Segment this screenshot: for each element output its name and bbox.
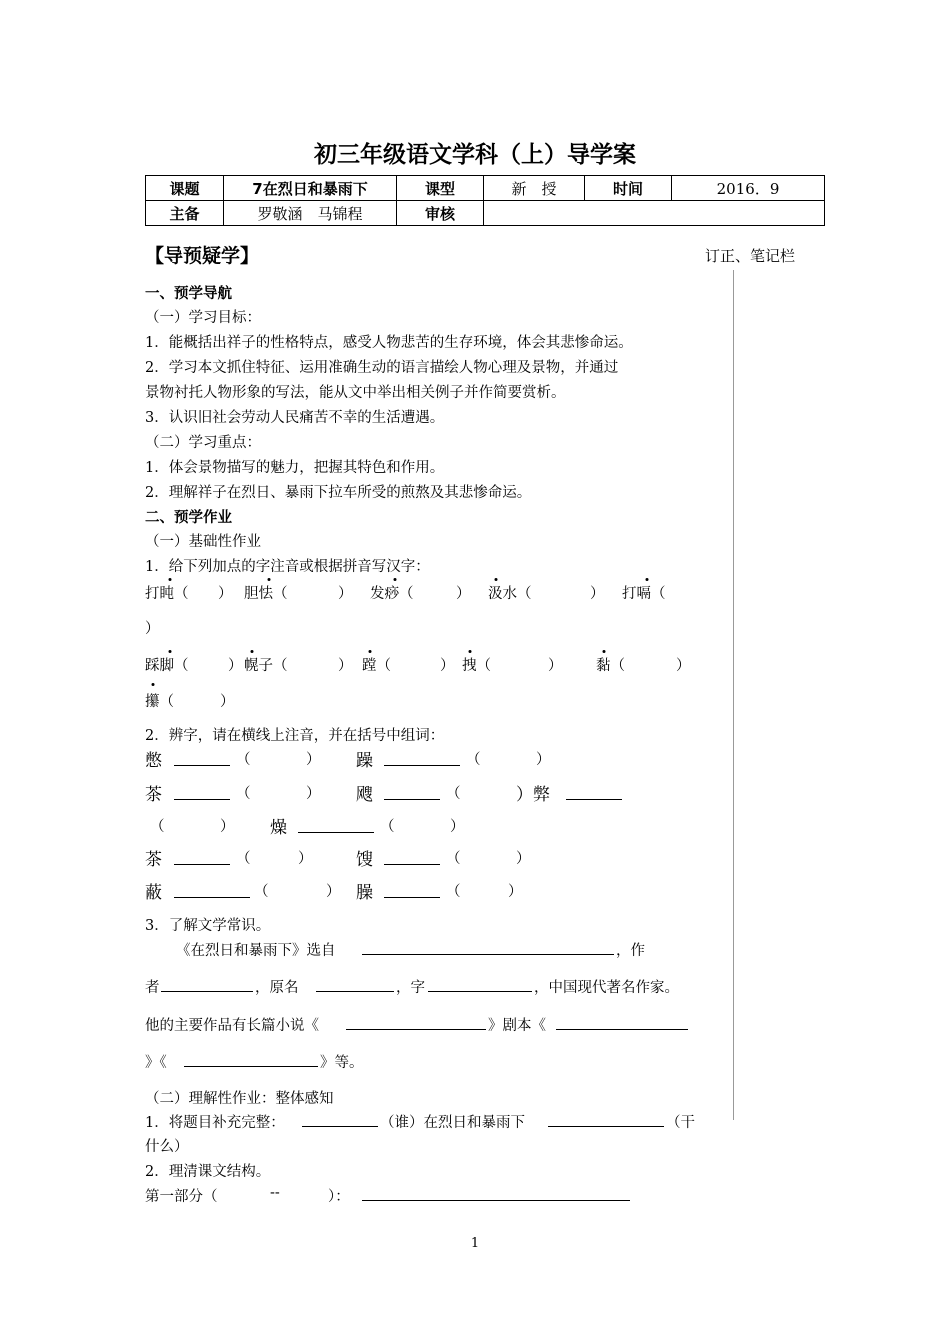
pinyin-item: 攥（ — [145, 694, 174, 710]
label-time: 时间 — [585, 176, 672, 201]
bianzi-char: 躁 — [356, 751, 373, 771]
paren-close: ） — [326, 884, 341, 900]
paren-open: （ — [236, 786, 251, 802]
pinyin-item: 拽（ — [462, 658, 491, 674]
sub-heading-basic: （一）基础性作业 — [145, 534, 261, 550]
document-title: 初三年级语文学科（上）导学案 — [314, 142, 636, 168]
bianzi-char: 馊 — [356, 850, 373, 870]
question-1: 1．给下列加点的字注音或根据拼音写汉字： — [145, 559, 430, 575]
paren-open: （ — [446, 786, 461, 802]
lit-text: 他的主要作品有长篇小说《 — [145, 1018, 319, 1034]
lit-text: 》剧本《 — [488, 1018, 546, 1034]
bianzi-char: 飕 — [356, 785, 373, 805]
pinyin-item: 黏（ — [596, 658, 625, 674]
answer-blank[interactable] — [174, 751, 230, 766]
answer-blank[interactable] — [184, 1052, 318, 1067]
lit-text: ，中国现代著名作家。 — [534, 980, 679, 996]
heading-1: 一、预学导航 — [145, 286, 232, 302]
pinyin-close: ） — [440, 658, 455, 674]
bianzi-char: 茶 — [145, 785, 162, 805]
bianzi-char: 憋 — [145, 751, 162, 771]
paren-close: ） — [220, 819, 235, 835]
pinyin-close: ） — [228, 658, 243, 674]
paren-open: （ — [254, 884, 269, 900]
value-review — [484, 201, 825, 226]
pinyin-item: 发痧（ — [370, 586, 414, 602]
bianzi-char: 燥 — [270, 818, 287, 838]
paren-close: ） — [298, 851, 313, 867]
info-table — [145, 175, 825, 226]
answer-blank[interactable] — [316, 977, 394, 992]
part-one-dash: -- — [270, 1185, 280, 1201]
answer-blank[interactable] — [428, 977, 532, 992]
pinyin-close: ） — [145, 621, 160, 637]
label-author: 主备 — [146, 201, 224, 226]
key-2: 2．理解祥子在烈日、暴雨下拉车所受的煎熬及其悲惨命运。 — [145, 485, 532, 501]
paren-open: （ — [380, 819, 395, 835]
paren-open: （ — [236, 752, 251, 768]
goal-3: 3．认识旧社会劳动人民痛苦不幸的生活遭遇。 — [145, 410, 445, 426]
paren-open: （ — [446, 851, 461, 867]
answer-blank[interactable] — [384, 785, 440, 800]
pinyin-item: 蹚（ — [362, 658, 391, 674]
lit-text: 者 — [145, 980, 160, 996]
pinyin-item: 踩脚（ — [145, 658, 189, 674]
lit-text: ，字 — [396, 980, 425, 996]
answer-blank[interactable] — [174, 785, 230, 800]
lit-text: 》《 — [145, 1055, 167, 1071]
paren-close: ） — [536, 752, 551, 768]
notes-divider — [733, 270, 734, 1120]
pinyin-close: ） — [338, 586, 353, 602]
answer-blank[interactable] — [384, 883, 440, 898]
value-topic: 7在烈日和暴雨下 — [224, 176, 397, 201]
answer-blank[interactable] — [346, 1015, 486, 1030]
goal-2b: 景物衬托人物形象的写法，能从文中举出相关例子并作简要赏析。 — [145, 385, 566, 401]
pinyin-close: ） — [676, 658, 691, 674]
value-type: 新 授 — [484, 176, 585, 201]
key-1: 1．体会景物描写的魅力，把握其特色和作用。 — [145, 460, 445, 476]
pinyin-item: 打盹（ — [145, 586, 189, 602]
pinyin-close: ） — [338, 658, 353, 674]
bianzi-char: 蔽 — [145, 883, 162, 903]
pinyin-close: ） — [456, 586, 471, 602]
pinyin-item: 胆怯（ — [244, 586, 288, 602]
pinyin-item: 汲水（ — [488, 586, 532, 602]
q4-what-b: 什么） — [145, 1139, 189, 1155]
answer-blank[interactable] — [384, 751, 460, 766]
paren-close: ） — [516, 851, 531, 867]
lit-text: ，作 — [616, 943, 645, 959]
pinyin-item: 幌子（ — [244, 658, 288, 674]
sub-heading-keys: （二）学习重点： — [145, 435, 261, 451]
goal-2a: 2．学习本文抓住特征、运用准确生动的语言描绘人物心理及景物，并通过 — [145, 360, 619, 376]
answer-blank[interactable] — [566, 785, 622, 800]
bianzi-char: 茶 — [145, 850, 162, 870]
sub-heading-goals: （一）学习目标： — [145, 310, 261, 326]
paren-open: （ — [150, 819, 165, 835]
answer-blank[interactable] — [302, 1112, 378, 1127]
label-review: 审核 — [397, 201, 484, 226]
question-3: 3．了解文学常识。 — [145, 918, 271, 934]
answer-blank[interactable] — [298, 818, 374, 833]
pinyin-item: 打嗝（ — [622, 586, 666, 602]
answer-blank[interactable] — [161, 977, 253, 992]
part-one-label: 第一部分（ — [145, 1189, 218, 1205]
bianzi-char: 臊 — [356, 883, 373, 903]
lit-text: ，原名 — [255, 980, 299, 996]
label-topic: 课题 — [146, 176, 224, 201]
question-4: 1．将题目补充完整： — [145, 1115, 285, 1131]
section-heading: 【导预疑学】 — [145, 245, 260, 267]
pinyin-close: ） — [218, 586, 233, 602]
answer-blank[interactable] — [548, 1112, 664, 1127]
answer-blank[interactable] — [174, 850, 230, 865]
paren-open: （ — [446, 884, 461, 900]
pinyin-close: ） — [548, 658, 563, 674]
q4-who: （谁）在烈日和暴雨下 — [380, 1115, 525, 1131]
pinyin-close: ） — [220, 694, 235, 710]
paren-close: ） — [306, 786, 321, 802]
sub-heading-understanding: （二）理解性作业：整体感知 — [145, 1091, 334, 1107]
paren-close: ） — [508, 884, 523, 900]
value-author: 罗敬涵 马锦程 — [224, 201, 397, 226]
value-time: 2016．9 — [672, 176, 825, 201]
answer-blank[interactable] — [556, 1015, 688, 1030]
goal-1: 1．能概括出祥子的性格特点，感受人物悲苦的生存环境，体会其悲惨命运。 — [145, 335, 633, 351]
question-2: 2．辨字，请在横线上注音，并在括号中组词： — [145, 728, 445, 744]
lit-text: 《在烈日和暴雨下》选自 — [176, 943, 336, 959]
page-number: 1 — [470, 1236, 480, 1251]
answer-blank[interactable] — [362, 1186, 630, 1201]
paren-open: （ — [236, 851, 251, 867]
label-type: 课型 — [397, 176, 484, 201]
answer-blank[interactable] — [384, 850, 440, 865]
lit-text: 》等。 — [320, 1055, 364, 1071]
answer-blank[interactable] — [362, 940, 614, 955]
paren-open: （ — [466, 752, 481, 768]
answer-blank[interactable] — [174, 883, 250, 898]
pinyin-close: ） — [590, 586, 605, 602]
heading-2: 二、预学作业 — [145, 510, 232, 526]
paren-close: ） — [306, 752, 321, 768]
paren-close: ） — [450, 819, 465, 835]
part-one-end: ）： — [328, 1189, 350, 1205]
bianzi-char: ）弊 — [516, 785, 550, 805]
side-note-label: 订正、笔记栏 — [705, 247, 796, 265]
q4-what-a: （干 — [666, 1115, 695, 1131]
question-5: 2．理清课文结构。 — [145, 1164, 271, 1180]
